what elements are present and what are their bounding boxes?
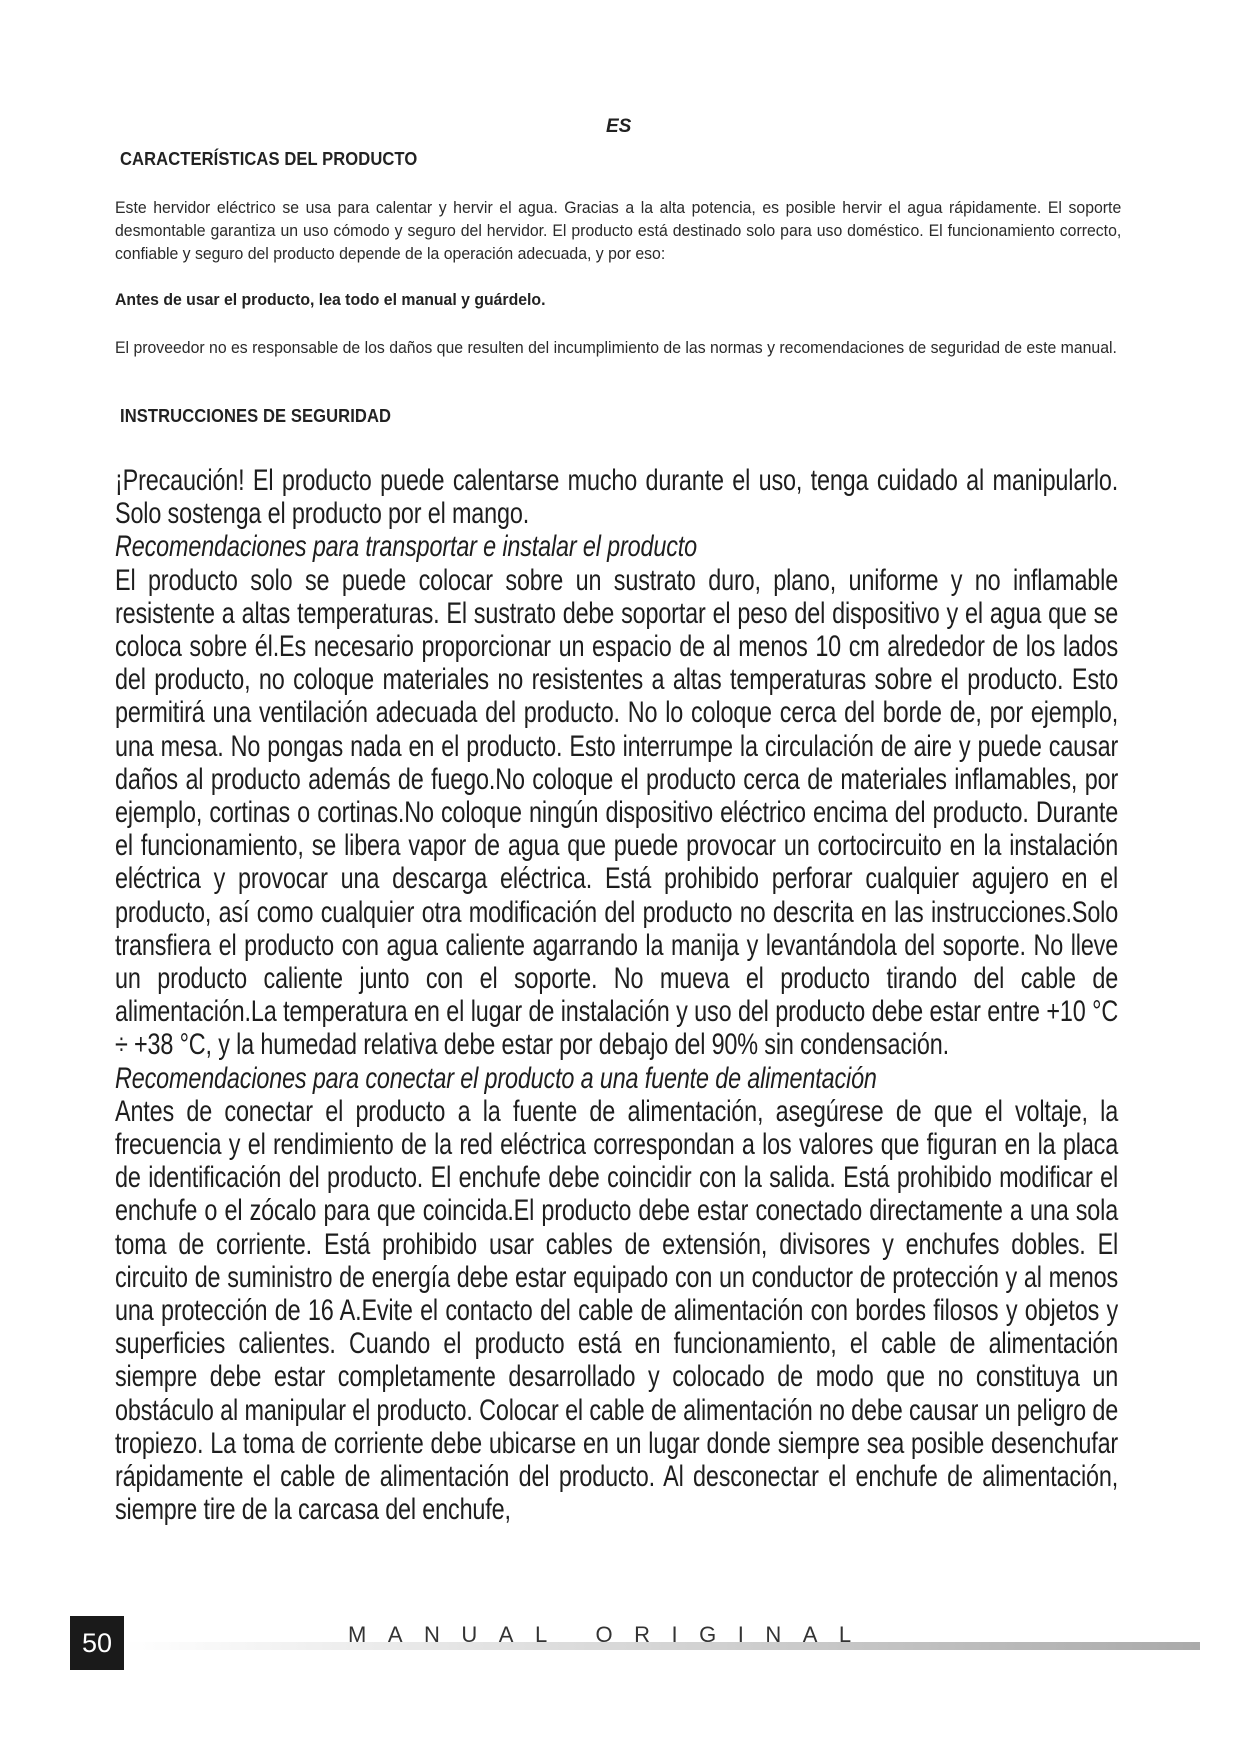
transport-paragraph: El producto solo se puede colocar sobre un sustrato duro, plano, uniforme y no inflamable resistente a altas temperaturas. El sustrato debe soportar el peso del dispositivo y el agua que se coloca sobre él.Es necesario proporcionar un espacio de al menos 10 cm alrededor de los lados del producto, no coloque materiales no resistentes a altas temperaturas sobre el producto. Esto permitirá una ventilación adecuada del producto. No lo coloque cerca del borde de, por ejemplo, una mesa. No pongas nada en el producto. Esto interrumpe la circulación de aire y puede causar daños al producto además de fuego.No coloque el producto cerca de materiales inflamables, por ejemplo, cortinas o cortinas.No coloque ningún dispositivo eléctrico encima del producto. Durante el funcionamiento, se libera vapor de agua que puede provocar un cortocircuito en la instalación eléctrica y provocar una descarga eléctrica. Está prohibido perforar cualquier agujero en el producto, así como cualquier otra modificación del producto no descrita en las instrucciones.Solo transfiera el producto con agua caliente agarrando la manija y levantándola del soporte. No lleve un producto caliente junto con el soporte. No mueva el producto tirando del cable de alimentación.La temperatura en el lugar de instalación y uso del producto debe estar entre +10 °C ÷ +38 °C, y la humedad relativa debe estar por debajo del 90% sin condensación.: [115, 563, 1119, 1062]
section-heading-characteristics: CARACTERÍSTICAS DEL PRODUCTO: [120, 149, 418, 169]
caution-paragraph: ¡Precaución! El producto puede calentarse mucho durante el uso, tenga cuidado al manipularlo. Solo sostenga el producto por el mango.: [115, 464, 1119, 531]
subheading-power: Recomendaciones para conectar el producto a una fuente de alimentación: [115, 1061, 877, 1095]
footer-label: MANUAL ORIGINAL: [348, 1622, 873, 1647]
safety-body: [115, 464, 1118, 1527]
language-code: ES: [606, 116, 632, 137]
liability-paragraph: El proveedor no es responsable de los daños que resulten del incumplimiento de las normas y recomendaciones de seguridad de este manual.: [115, 338, 1117, 357]
read-manual-note: Antes de usar el producto, lea todo el manual y guárdelo.: [115, 290, 546, 309]
section-heading-safety: INSTRUCCIONES DE SEGURIDAD: [120, 406, 392, 426]
subheading-transport: Recomendaciones para transportar e instalar el producto: [115, 530, 697, 564]
page-number: 50: [70, 1616, 124, 1670]
power-paragraph: Antes de conectar el producto a la fuente de alimentación, asegúrese de que el voltaje, la frecuencia y el rendimiento de la red eléctrica correspondan a los valores que figuran en la placa de identificación del producto. El enchufe debe coincidir con la salida. Está prohibido modificar el enchufe o el zócalo para que coincida.El producto debe estar conectado directamente a una sola toma de corriente. Está prohibido usar cables de extensión, divisores y enchufes dobles. El circuito de suministro de energía debe estar equipado con un conductor de protección y al menos una protección de 16 A.Evite el contacto del cable de alimentación con bordes filosos y objetos y superficies calientes. Cuando el producto está en funcionamiento, el cable de alimentación siempre debe estar completamente desarrollado y colocado de modo que no constituya un obstáculo al manipular el producto. Colocar el cable de alimentación no debe causar un peligro de tropiezo. La toma de corriente debe ubicarse en un lugar donde siempre sea posible desenchufar rápidamente el cable de alimentación del producto. Al desconectar el enchufe de alimentación, siempre tire de la carcasa del enchufe,: [115, 1094, 1119, 1527]
intro-paragraph: Este hervidor eléctrico se usa para calentar y hervir el agua. Gracias a la alta potencia, es posible hervir el agua rápidamente. El soporte desmontable garantiza un uso cómodo y seguro del hervidor. El producto está destinado solo para uso doméstico. El funcionamiento correcto, confiable y seguro del producto depende de la operación adecuada, y por eso:: [115, 198, 1122, 263]
